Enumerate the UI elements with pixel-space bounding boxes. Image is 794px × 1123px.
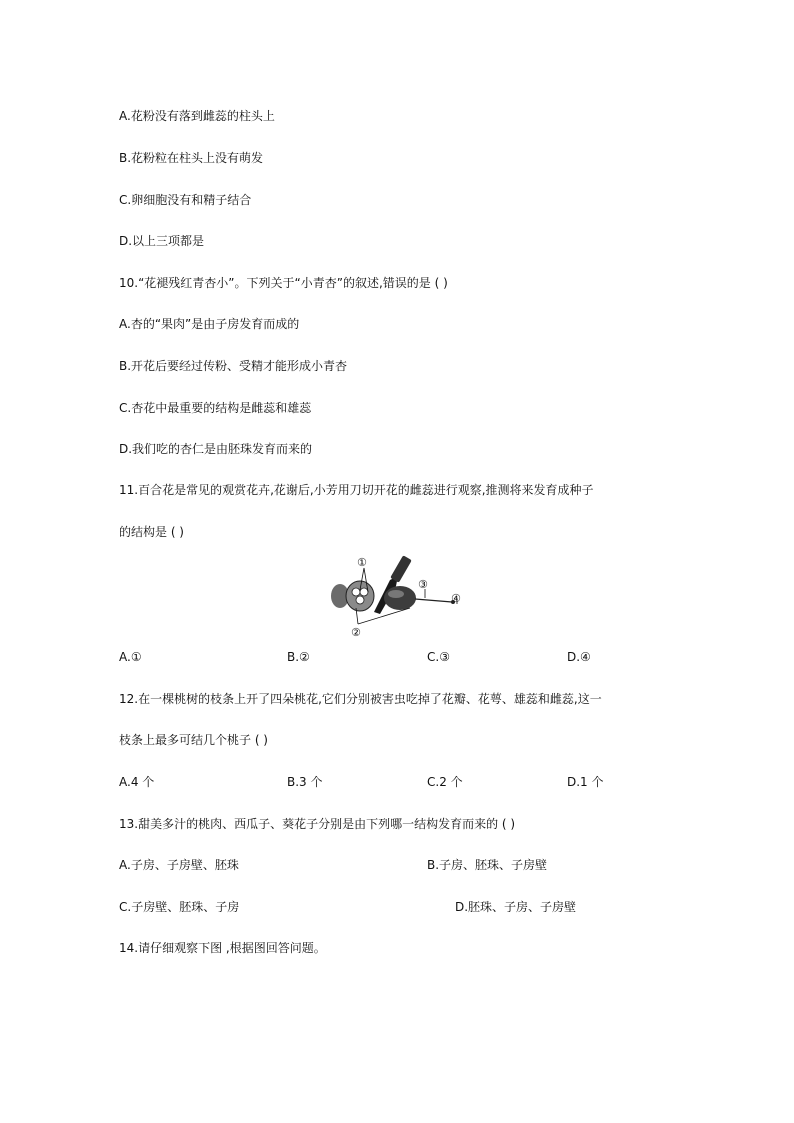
q13-option-b: B.子房、胚珠、子房壁 xyxy=(427,858,548,872)
figure-label-3: ③ xyxy=(418,578,428,591)
q12-stem-line1: 12.在一棵桃树的枝条上开了四朵桃花,它们分别被害虫吃掉了花瓣、花萼、雄蕊和雌蕊,这一 xyxy=(119,692,602,706)
ovule-3 xyxy=(356,596,364,604)
q13-option-a: A.子房、子房壁、胚珠 xyxy=(119,858,239,872)
q14-stem: 14.请仔细观察下图 ,根据图回答问题。 xyxy=(119,941,326,955)
q12-stem-line2: 枝条上最多可结几个桃子 ( ) xyxy=(119,733,268,747)
q10-option-b: B.开花后要经过传粉、受精才能形成小青杏 xyxy=(119,359,348,373)
figure-label-2: ② xyxy=(351,626,361,639)
q11-stem-line2: 的结构是 ( ) xyxy=(119,525,184,539)
q11-stem-line1: 11.百合花是常见的观赏花卉,花谢后,小芳用刀切开花的雌蕊进行观察,推测将来发育成种子 xyxy=(119,483,594,497)
figure-label-4: ④ xyxy=(451,592,461,605)
pistil-cut-figure xyxy=(326,552,471,640)
q10-option-c: C.杏花中最重要的结构是雌蕊和雄蕊 xyxy=(119,401,312,415)
ovule-1 xyxy=(352,588,360,596)
q11-option-a: A.① xyxy=(119,650,142,664)
q12-option-b: B.3 个 xyxy=(287,775,323,789)
ovary-highlight xyxy=(388,590,404,598)
q12-option-a: A.4 个 xyxy=(119,775,155,789)
q11-option-d: D.④ xyxy=(567,650,591,664)
q9-option-a: A.花粉没有落到雌蕊的柱头上 xyxy=(119,109,275,123)
q9-option-c: C.卵细胞没有和精子结合 xyxy=(119,193,252,207)
q10-stem: 10.“花褪残红青杏小”。下列关于“小青杏”的叙述,错误的是 ( ) xyxy=(119,276,448,290)
q11-option-b: B.② xyxy=(287,650,310,664)
q10-option-a: A.杏的“果肉”是由子房发育而成的 xyxy=(119,317,300,331)
ovary-body xyxy=(384,586,416,610)
q13-option-d: D.胚珠、子房、子房壁 xyxy=(455,900,577,914)
q13-stem: 13.甜美多汁的桃肉、西瓜子、葵花子分别是由下列哪一结构发育而来的 ( ) xyxy=(119,817,516,831)
q11-option-c: C.③ xyxy=(427,650,450,664)
q9-option-d: D.以上三项都是 xyxy=(119,234,205,248)
style xyxy=(415,599,452,602)
q12-option-d: D.1 个 xyxy=(567,775,604,789)
q9-option-b: B.花粉粒在柱头上没有萌发 xyxy=(119,151,264,165)
q12-option-c: C.2 个 xyxy=(427,775,463,789)
ovule-2 xyxy=(360,588,368,596)
q10-option-d: D.我们吃的杏仁是由胚珠发育而来的 xyxy=(119,442,313,456)
knife-handle xyxy=(390,555,412,583)
figure-label-1: ① xyxy=(357,556,367,569)
q13-option-c: C.子房壁、胚珠、子房 xyxy=(119,900,240,914)
